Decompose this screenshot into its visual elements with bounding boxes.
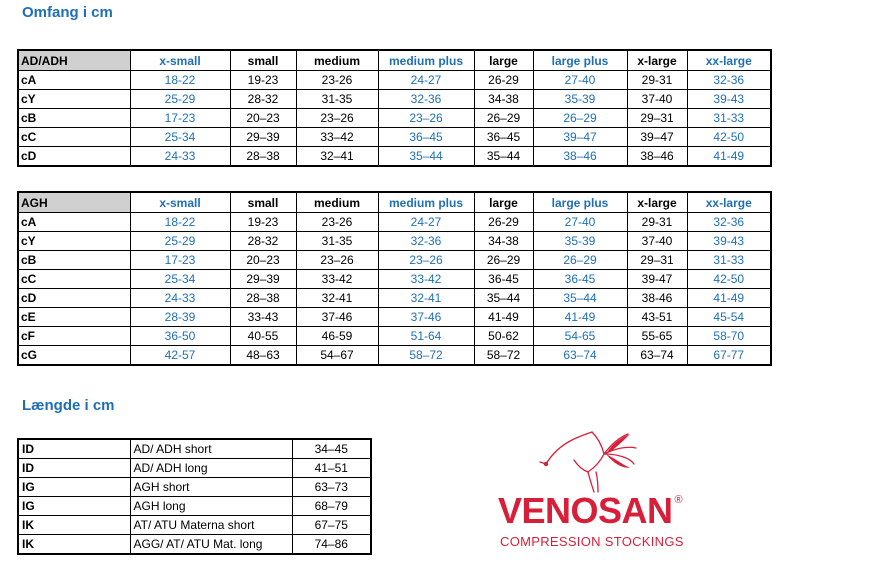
table-cell: 17-23	[130, 251, 230, 270]
table-cell: 19-23	[230, 213, 296, 232]
table-cell: 28-32	[230, 90, 296, 109]
table-cell: 23–26	[296, 109, 378, 128]
table-row	[18, 128, 771, 147]
table-cell: 26–29	[474, 251, 533, 270]
column-header: large plus	[533, 50, 627, 71]
column-header: large plus	[533, 192, 627, 213]
table-cell: 37-46	[296, 308, 378, 327]
table-cell: 33-43	[230, 308, 296, 327]
table-cell: 24-27	[378, 71, 474, 90]
table-row	[18, 270, 771, 289]
table-row	[18, 213, 771, 232]
table-cell: 33-42	[378, 270, 474, 289]
table-cell: 39–47	[627, 128, 687, 147]
table-cell: 58-70	[687, 327, 771, 346]
table-cell: 51-64	[378, 327, 474, 346]
table-cell: 39-43	[687, 232, 771, 251]
column-header: large	[474, 50, 533, 71]
row-label: cD	[18, 147, 130, 167]
table-row	[18, 478, 371, 497]
table-cell: 36-45	[533, 270, 627, 289]
size-table-header	[18, 50, 771, 71]
table-cell: 23-26	[296, 71, 378, 90]
heading-circumference: Omfang i cm	[22, 4, 113, 21]
column-header: x-large	[627, 192, 687, 213]
table-row	[18, 346, 771, 366]
table-cell: 23–26	[378, 109, 474, 128]
size-table-ad	[17, 49, 772, 167]
column-header: large	[474, 192, 533, 213]
table-cell: 36-50	[130, 327, 230, 346]
row-label: cY	[18, 90, 130, 109]
table-cell: 39–47	[533, 128, 627, 147]
table-cell: 50-62	[474, 327, 533, 346]
table-row	[18, 251, 771, 270]
table-cell: 35–44	[378, 147, 474, 167]
table-cell: 63–74	[627, 346, 687, 366]
table-cell: 23–26	[296, 251, 378, 270]
table-cell: 36–45	[378, 128, 474, 147]
table-corner-label: AGH	[18, 192, 130, 213]
table-cell: 28-39	[130, 308, 230, 327]
table-cell: 31-35	[296, 232, 378, 251]
table-cell: 45-54	[687, 308, 771, 327]
table-cell: 43-51	[627, 308, 687, 327]
table-cell: 36–45	[474, 128, 533, 147]
row-label: cD	[18, 289, 130, 308]
table-cell: 37-40	[627, 232, 687, 251]
table-cell: 23–26	[378, 251, 474, 270]
table-row	[18, 232, 771, 251]
table-cell: 35–44	[474, 147, 533, 167]
table-cell: 33–42	[296, 128, 378, 147]
table-cell: 41-49	[474, 308, 533, 327]
column-header: medium plus	[378, 192, 474, 213]
length-name-cell: AD/ ADH short	[130, 439, 292, 459]
row-label: cG	[18, 346, 130, 366]
table-cell: 31-33	[687, 251, 771, 270]
length-name-cell: AGH short	[130, 478, 292, 497]
length-value-cell: 63–73	[292, 478, 371, 497]
table-row	[18, 71, 771, 90]
column-header: x-large	[627, 50, 687, 71]
table-row	[18, 289, 771, 308]
table-cell: 29-31	[627, 213, 687, 232]
row-label: cC	[18, 270, 130, 289]
column-header: xx-large	[687, 50, 771, 71]
table-cell: 18-22	[130, 71, 230, 90]
row-label: cF	[18, 327, 130, 346]
table-cell: 26-29	[474, 213, 533, 232]
brand-name: VENOSAN ®	[498, 490, 683, 531]
table-row	[18, 147, 771, 167]
table-cell: 32-36	[378, 232, 474, 251]
table-cell: 46-59	[296, 327, 378, 346]
length-value-cell: 34–45	[292, 439, 371, 459]
length-value-cell: 68–79	[292, 497, 371, 516]
length-code-cell: IG	[18, 478, 130, 497]
table-cell: 58–72	[474, 346, 533, 366]
table-cell: 67-77	[687, 346, 771, 366]
table-cell: 27-40	[533, 71, 627, 90]
row-label: cB	[18, 109, 130, 128]
table-cell: 35–44	[533, 289, 627, 308]
registered-mark: ®	[674, 494, 683, 506]
table-row	[18, 109, 771, 128]
row-label: cA	[18, 71, 130, 90]
table-cell: 41-49	[687, 289, 771, 308]
table-cell: 27-40	[533, 213, 627, 232]
table-cell: 38–46	[533, 147, 627, 167]
table-row	[18, 439, 371, 459]
table-cell: 38–46	[627, 147, 687, 167]
table-cell: 48–63	[230, 346, 296, 366]
table-cell: 39-47	[627, 270, 687, 289]
table-row	[18, 308, 771, 327]
table-cell: 40-55	[230, 327, 296, 346]
table-cell: 37-40	[627, 90, 687, 109]
table-cell: 39-43	[687, 90, 771, 109]
table-cell: 31-33	[687, 109, 771, 128]
table-cell: 25-29	[130, 232, 230, 251]
table-cell: 36-45	[474, 270, 533, 289]
size-table-agh	[17, 191, 772, 366]
table-cell: 63–74	[533, 346, 627, 366]
table-cell: 29–39	[230, 128, 296, 147]
table-cell: 17-23	[130, 109, 230, 128]
table-cell: 20–23	[230, 109, 296, 128]
table-cell: 32-41	[378, 289, 474, 308]
table-cell: 41-49	[533, 308, 627, 327]
length-value-cell: 41–51	[292, 459, 371, 478]
table-cell: 32-36	[687, 71, 771, 90]
length-code-cell: ID	[18, 459, 130, 478]
length-code-cell: IG	[18, 497, 130, 516]
table-cell: 25-29	[130, 90, 230, 109]
table-cell: 26–29	[474, 109, 533, 128]
table-cell: 29–39	[230, 270, 296, 289]
table-cell: 26–29	[533, 109, 627, 128]
row-label: cE	[18, 308, 130, 327]
table-cell: 34-38	[474, 90, 533, 109]
table-corner-label: AD/ADH	[18, 50, 130, 71]
row-label: cY	[18, 232, 130, 251]
length-value-cell: 67–75	[292, 516, 371, 535]
row-label: cB	[18, 251, 130, 270]
column-header: x-small	[130, 50, 230, 71]
table-cell: 55-65	[627, 327, 687, 346]
table-cell: 29-31	[627, 71, 687, 90]
row-label: cA	[18, 213, 130, 232]
table-row	[18, 459, 371, 478]
column-header: x-small	[130, 192, 230, 213]
table-cell: 42-57	[130, 346, 230, 366]
length-name-cell: AT/ ATU Materna short	[130, 516, 292, 535]
table-cell: 41-49	[687, 147, 771, 167]
table-cell: 24-33	[130, 289, 230, 308]
length-name-cell: AGH long	[130, 497, 292, 516]
table-cell: 28–38	[230, 289, 296, 308]
table-cell: 18-22	[130, 213, 230, 232]
table-cell: 34-38	[474, 232, 533, 251]
table-cell: 24-33	[130, 147, 230, 167]
table-cell: 35-39	[533, 232, 627, 251]
table-cell: 32-36	[378, 90, 474, 109]
column-header: medium	[296, 192, 378, 213]
table-cell: 42-50	[687, 270, 771, 289]
table-cell: 31-35	[296, 90, 378, 109]
table-cell: 38-46	[627, 289, 687, 308]
length-code-cell: ID	[18, 439, 130, 459]
table-cell: 42-50	[687, 128, 771, 147]
table-cell: 28–38	[230, 147, 296, 167]
length-code-cell: IK	[18, 516, 130, 535]
table-cell: 25-34	[130, 128, 230, 147]
table-row	[18, 516, 371, 535]
table-cell: 25-34	[130, 270, 230, 289]
table-cell: 19-23	[230, 71, 296, 90]
column-header: xx-large	[687, 192, 771, 213]
table-cell: 23-26	[296, 213, 378, 232]
table-cell: 54–67	[296, 346, 378, 366]
length-name-cell: AGG/ AT/ ATU Mat. long	[130, 535, 292, 555]
table-cell: 35-39	[533, 90, 627, 109]
table-row	[18, 90, 771, 109]
length-table	[17, 438, 372, 555]
table-cell: 32–41	[296, 147, 378, 167]
table-cell: 32-41	[296, 289, 378, 308]
length-value-cell: 74–86	[292, 535, 371, 555]
length-code-cell: IK	[18, 535, 130, 555]
table-cell: 26–29	[533, 251, 627, 270]
table-row	[18, 327, 771, 346]
column-header: medium plus	[378, 50, 474, 71]
column-header: small	[230, 50, 296, 71]
brand-tagline: COMPRESSION STOCKINGS	[500, 534, 684, 549]
table-cell: 29–31	[627, 109, 687, 128]
table-row	[18, 535, 371, 555]
table-cell: 29–31	[627, 251, 687, 270]
table-cell: 35–44	[474, 289, 533, 308]
column-header: medium	[296, 50, 378, 71]
table-cell: 54-65	[533, 327, 627, 346]
table-cell: 24-27	[378, 213, 474, 232]
size-table-header	[18, 192, 771, 213]
table-cell: 37-46	[378, 308, 474, 327]
table-cell: 28-32	[230, 232, 296, 251]
row-label: cC	[18, 128, 130, 147]
length-name-cell: AD/ ADH long	[130, 459, 292, 478]
table-cell: 26-29	[474, 71, 533, 90]
table-cell: 33-42	[296, 270, 378, 289]
table-row	[18, 497, 371, 516]
table-cell: 58–72	[378, 346, 474, 366]
heading-length: Længde i cm	[22, 397, 115, 414]
column-header: small	[230, 192, 296, 213]
table-cell: 32-36	[687, 213, 771, 232]
table-cell: 20–23	[230, 251, 296, 270]
